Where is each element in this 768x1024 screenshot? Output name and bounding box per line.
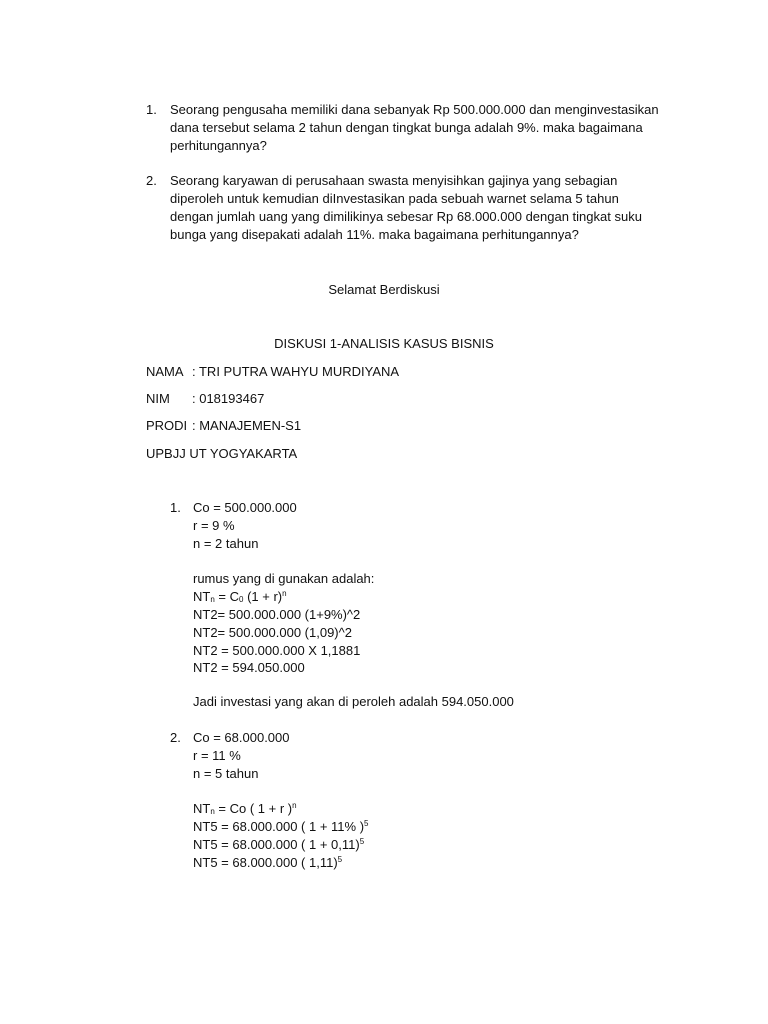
step-text: NT5 = 68.000.000 ( 1 + 11% ): [193, 819, 365, 834]
formula-superscript: n: [292, 801, 297, 810]
answer-1-rumus-intro: rumus yang di gunakan adalah:: [193, 571, 375, 586]
answer-2-step-3: [193, 854, 342, 872]
question-1-number: 1.: [146, 102, 157, 117]
answer-2-co: Co = 68.000.000: [193, 730, 290, 745]
formula-subscript: n: [210, 595, 215, 604]
nim-label: NIM: [146, 391, 170, 406]
answer-1-step-1: NT2= 500.000.000 (1+9%)^2: [193, 607, 361, 622]
formula-subscript-2: 0: [239, 595, 244, 604]
prodi-label: PRODI: [146, 418, 188, 433]
answer-1-conclusion: Jadi investasi yang akan di peroleh adalah 594.050.000: [193, 694, 514, 709]
formula-superscript: n: [282, 589, 287, 598]
answer-1-step-2: NT2= 500.000.000 (1,09)^2: [193, 625, 352, 640]
step-exponent: 5: [359, 837, 365, 846]
answer-2-r: r = 11 %: [193, 748, 241, 763]
question-1-line-2: dana tersebut selama 2 tahun dengan tingkat bunga adalah 9%. maka bagaimana: [170, 120, 643, 135]
nim-row: [146, 390, 264, 408]
formula-subscript: n: [210, 807, 215, 816]
step-exponent: 5: [364, 819, 369, 828]
question-2-line-1: Seorang karyawan di perusahaan swasta menyisihkan gajinya yang sebagian: [170, 173, 618, 188]
question-1-line-3: perhitungannya?: [170, 138, 267, 153]
question-2-line-3: dengan jumlah uang yang dimilikinya sebesar Rp 68.000.000 dengan tingkat suku: [170, 209, 642, 224]
prodi-row: [146, 417, 301, 435]
step-text: NT5 = 68.000.000 ( 1 + 0,11): [193, 837, 360, 852]
answer-2-step-1: [193, 818, 368, 836]
nim-value: : 018193467: [192, 391, 265, 406]
question-2-number: 2.: [146, 173, 157, 188]
nama-value: : TRI PUTRA WAHYU MURDIYANA: [192, 364, 400, 379]
answer-2-step-2: [193, 836, 364, 854]
document-title: DISKUSI 1-ANALISIS KASUS BISNIS: [274, 336, 494, 351]
answer-2-n: n = 5 tahun: [193, 766, 259, 781]
answer-1-step-3: NT2 = 500.000.000 X 1,1881: [193, 643, 361, 658]
formula-base: NT: [193, 801, 211, 816]
answer-1-n: n = 2 tahun: [193, 536, 259, 551]
question-1-line-1: Seorang pengusaha memiliki dana sebanyak Rp 500.000.000 dan menginvestasikan: [170, 102, 659, 117]
answer-1-step-4: NT2 = 594.050.000: [193, 660, 305, 675]
upbjj-text: UPBJJ UT YOGYAKARTA: [146, 446, 298, 461]
answer-2-number: 2.: [170, 730, 181, 745]
question-2-line-2: diperoleh untuk kemudian diInvestasikan pada sebuah warnet selama 5 tahun: [170, 191, 619, 206]
answer-2-formula: [193, 800, 297, 818]
formula-mid: = C: [214, 589, 240, 604]
answer-1-number: 1.: [170, 500, 181, 515]
prodi-value: : MANAJEMEN-S1: [192, 418, 302, 433]
step-text: NT5 = 68.000.000 ( 1,11): [193, 855, 338, 870]
question-2-line-4: bunga yang disepakati adalah 11%. maka bagaimana perhitungannya?: [170, 227, 579, 242]
step-exponent: 5: [337, 855, 343, 864]
formula-tail: = Co ( 1 + r ): [214, 801, 293, 816]
answer-1-r: r = 9 %: [193, 518, 235, 533]
answer-1-formula: [193, 588, 287, 606]
formula-base: NT: [193, 589, 211, 604]
formula-tail: (1 + r): [243, 589, 283, 604]
nama-row: [146, 363, 399, 381]
closing-text: Selamat Berdiskusi: [328, 282, 440, 297]
nama-label: NAMA: [146, 364, 184, 379]
answer-1-co: Co = 500.000.000: [193, 500, 297, 515]
